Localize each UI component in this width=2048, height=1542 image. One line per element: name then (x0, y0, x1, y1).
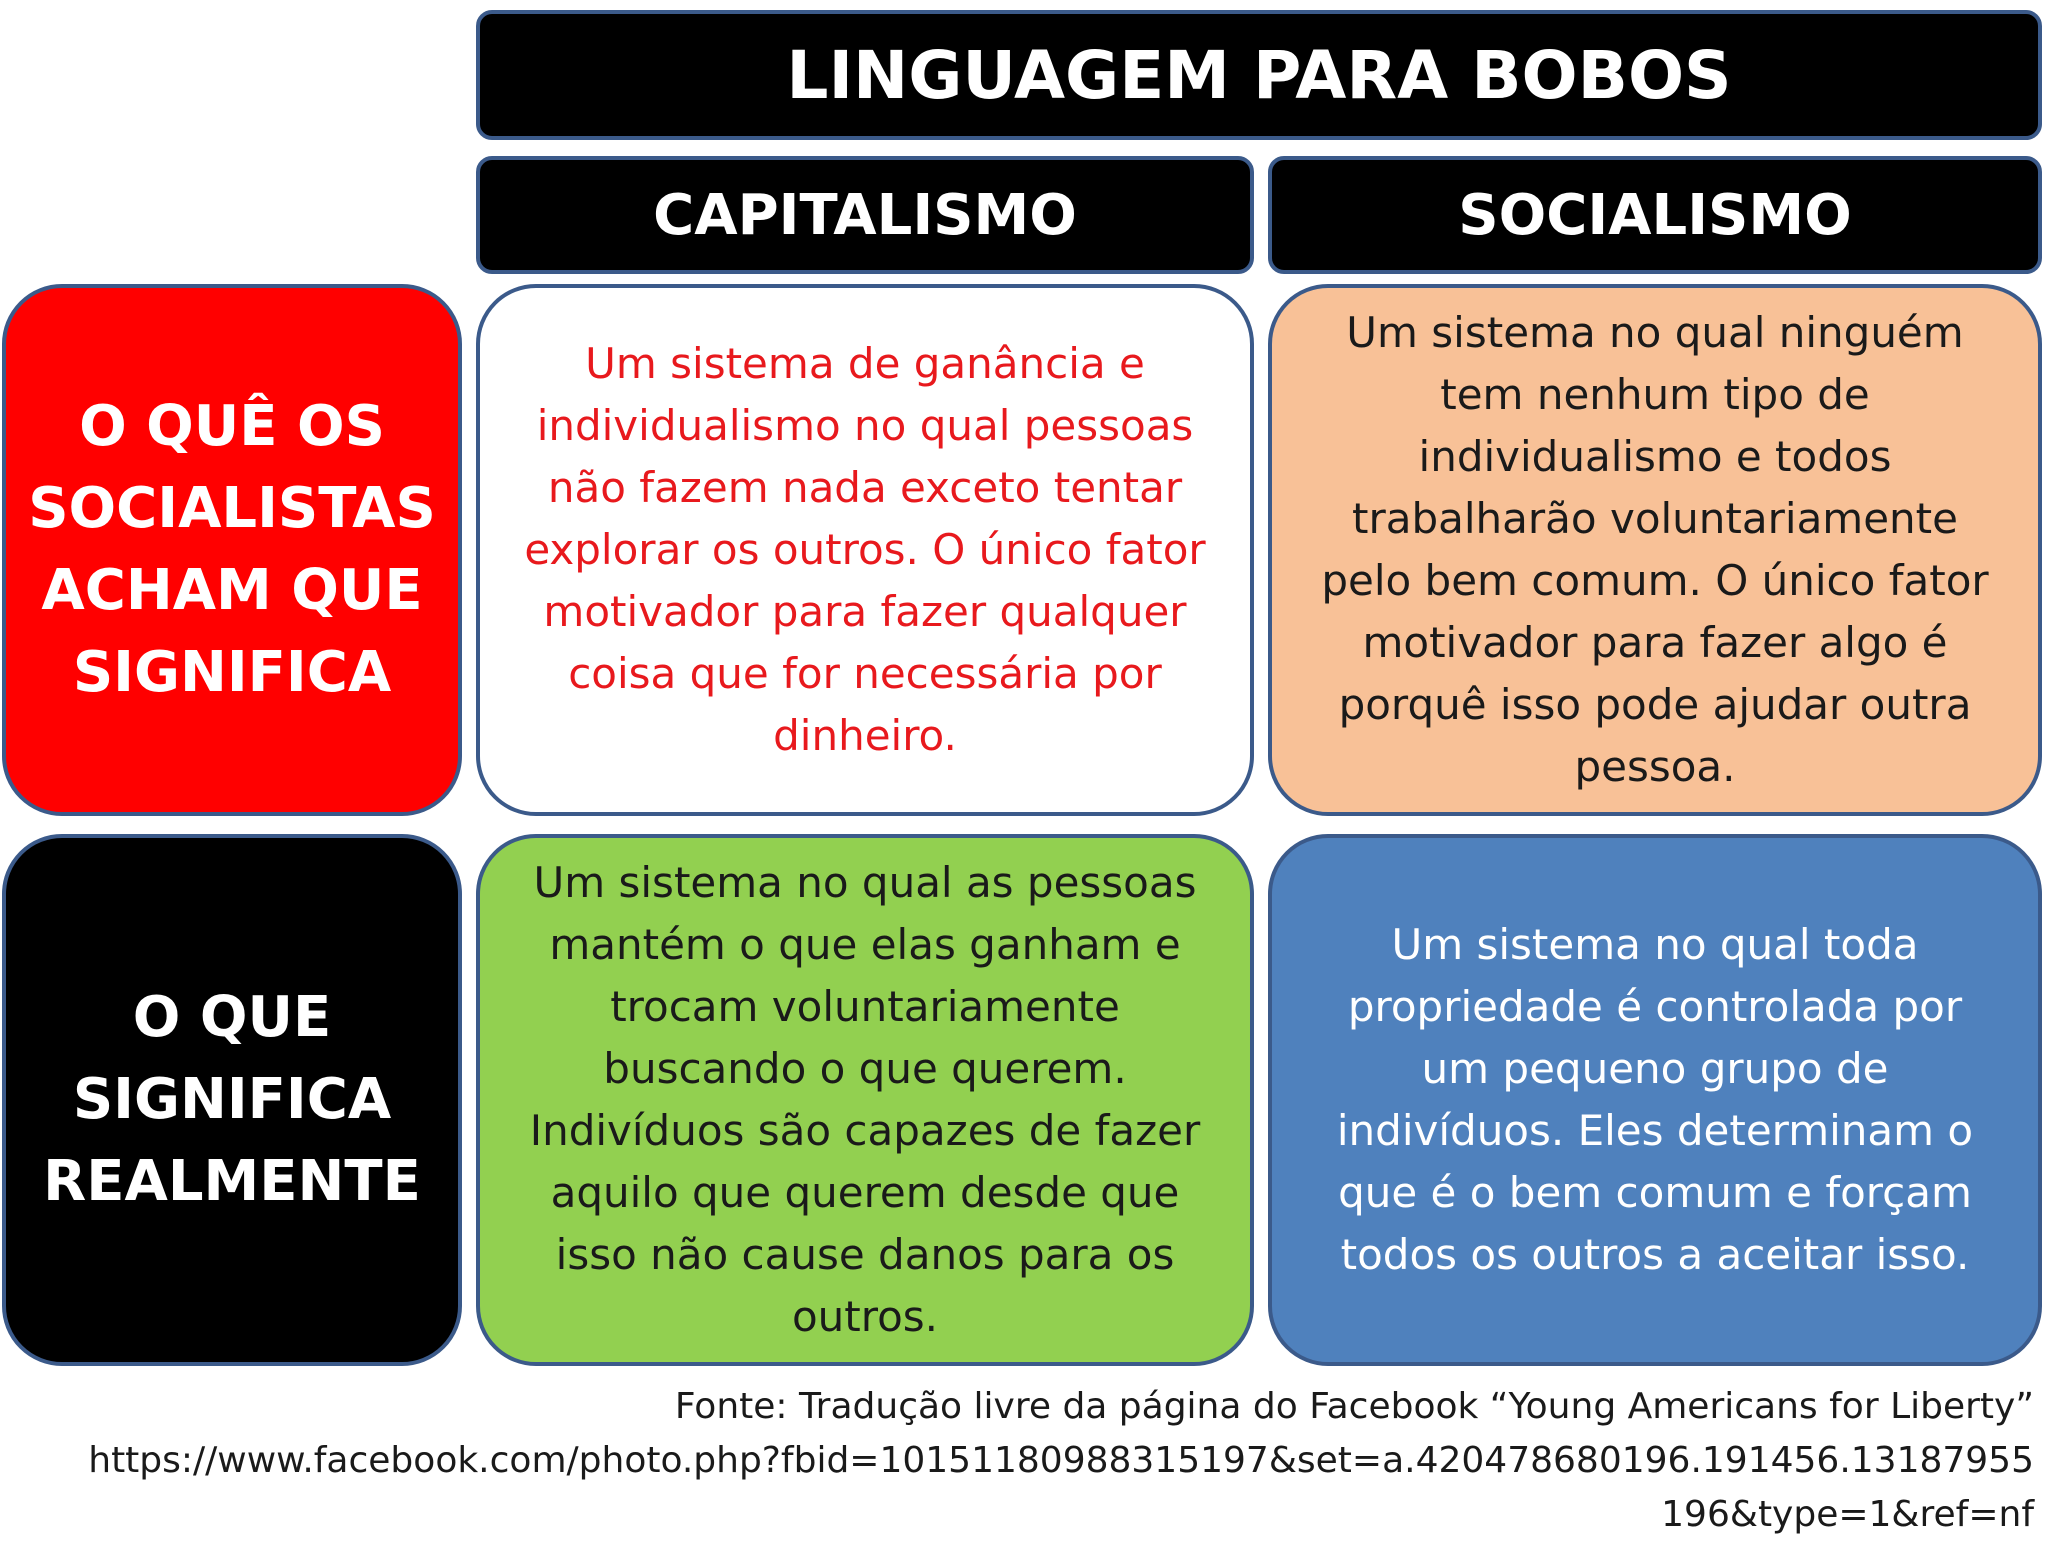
row-label-think-text: O QUÊ OS SOCIALISTAS ACHAM QUE SIGNIFICA (28, 394, 436, 705)
column-header-capitalism: CAPITALISMO (476, 156, 1254, 274)
cell-socialism-perceived-text: Um sistema no qual ninguém tem nenhum tipo de individualismo e todos trabalharão voluntariamente pelo bem comum. O único fator motivador para fazer algo é porquê isso pode ajudar outra pessoa. (1321, 308, 1989, 791)
source-url-line-1: https://www.facebook.com/photo.php?fbid=10151180988315197&set=a.420478680196.191456.13187955 (88, 1440, 2034, 1481)
page-title: LINGUAGEM PARA BOBOS (476, 10, 2042, 140)
row-label-what-it-really-means (2, 834, 462, 1366)
row-label-real-text: O QUE SIGNIFICA REALMENTE (43, 985, 421, 1214)
source-credit: Fonte: Tradução livre da página do Facebook “Young Americans for Liberty” (674, 1386, 2034, 1427)
source-footer (4, 1380, 2034, 1542)
cell-socialism-perceived (1268, 284, 2042, 816)
column-header-socialism: SOCIALISMO (1268, 156, 2042, 274)
cell-capitalism-perceived (476, 284, 1254, 816)
cell-socialism-actual (1268, 834, 2042, 1366)
cell-capitalism-actual-text: Um sistema no qual as pessoas mantém o que elas ganham e trocam voluntariamente buscando o que querem. Indivíduos são capazes de fazer aquilo que querem desde que isso não cause danos para os outros. (529, 858, 1201, 1341)
row-label-what-socialists-think (2, 284, 462, 816)
cell-capitalism-perceived-text: Um sistema de ganância e individualismo no qual pessoas não fazem nada exceto tentar explorar os outros. O único fator motivador para fazer qualquer coisa que for necessária por dinheiro. (524, 339, 1206, 760)
cell-capitalism-actual (476, 834, 1254, 1366)
source-url-line-2: 196&type=1&ref=nf (1661, 1494, 2034, 1535)
cell-socialism-actual-text: Um sistema no qual toda propriedade é controlada por um pequeno grupo de indivíduos. Eles determinam o que é o bem comum e forçam todos os outros a aceitar isso. (1336, 920, 1974, 1279)
